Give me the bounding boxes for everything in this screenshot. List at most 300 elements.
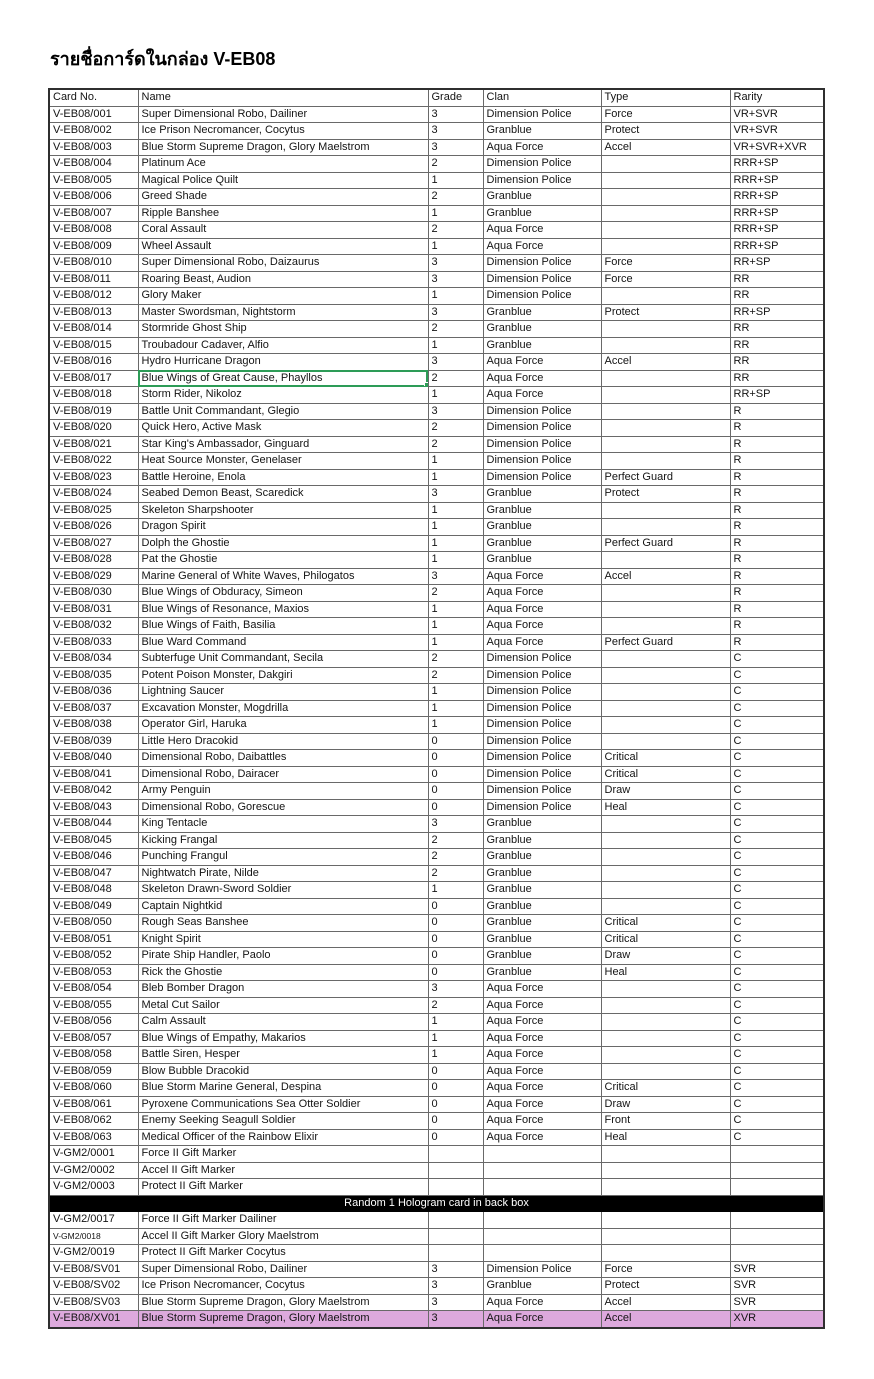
cell-name[interactable]: Pirate Ship Handler, Paolo — [138, 948, 428, 965]
cell-grade[interactable]: 1 — [428, 519, 483, 536]
cell-name[interactable]: Rick the Ghostie — [138, 964, 428, 981]
cell-name[interactable]: Army Penguin — [138, 783, 428, 800]
cell-grade[interactable]: 0 — [428, 750, 483, 767]
cell-rarity[interactable]: C — [730, 849, 824, 866]
cell-clan[interactable]: Granblue — [483, 502, 601, 519]
cell-name[interactable]: Pyroxene Communications Sea Otter Soldier — [138, 1096, 428, 1113]
cell-type[interactable]: Protect — [601, 486, 730, 503]
cell-rarity[interactable] — [730, 1228, 824, 1245]
cell-type[interactable] — [601, 618, 730, 635]
cell-name[interactable]: Hydro Hurricane Dragon — [138, 354, 428, 371]
cell-clan[interactable]: Granblue — [483, 552, 601, 569]
cell-rarity[interactable]: R — [730, 519, 824, 536]
cell-clan[interactable]: Granblue — [483, 915, 601, 932]
cell-clan[interactable]: Dimension Police — [483, 783, 601, 800]
cell-name[interactable]: Star King's Ambassador, Ginguard — [138, 436, 428, 453]
cell-name[interactable]: Subterfuge Unit Commandant, Secila — [138, 651, 428, 668]
cell-type[interactable] — [601, 387, 730, 404]
cell-name[interactable]: Blow Bubble Dracokid — [138, 1063, 428, 1080]
cell-rarity[interactable]: VR+SVR — [730, 106, 824, 123]
cell-name[interactable]: Punching Frangul — [138, 849, 428, 866]
cell-rarity[interactable]: RR — [730, 354, 824, 371]
cell-card-no[interactable]: V-EB08/050 — [49, 915, 138, 932]
cell-card-no[interactable]: V-GM2/0001 — [49, 1146, 138, 1163]
cell-rarity[interactable]: RRR+SP — [730, 189, 824, 206]
cell-grade[interactable]: 0 — [428, 931, 483, 948]
cell-rarity[interactable]: C — [730, 651, 824, 668]
cell-clan[interactable]: Dimension Police — [483, 717, 601, 734]
cell-grade[interactable] — [428, 1162, 483, 1179]
cell-rarity[interactable]: C — [730, 1113, 824, 1130]
cell-rarity[interactable]: R — [730, 486, 824, 503]
cell-name[interactable]: Accel II Gift Marker — [138, 1162, 428, 1179]
cell-grade[interactable]: 3 — [428, 1294, 483, 1311]
cell-rarity[interactable]: C — [730, 898, 824, 915]
cell-type[interactable]: Perfect Guard — [601, 535, 730, 552]
cell-type[interactable] — [601, 156, 730, 173]
cell-card-no[interactable]: V-EB08/004 — [49, 156, 138, 173]
cell-type[interactable]: Perfect Guard — [601, 634, 730, 651]
cell-name[interactable]: Seabed Demon Beast, Scaredick — [138, 486, 428, 503]
cell-name[interactable]: Stormride Ghost Ship — [138, 321, 428, 338]
cell-name[interactable]: Super Dimensional Robo, Dailiner — [138, 106, 428, 123]
cell-clan[interactable]: Aqua Force — [483, 981, 601, 998]
cell-grade[interactable]: 1 — [428, 717, 483, 734]
cell-rarity[interactable]: C — [730, 948, 824, 965]
cell-rarity[interactable] — [730, 1146, 824, 1163]
cell-card-no[interactable]: V-EB08/017 — [49, 370, 138, 387]
cell-rarity[interactable]: RR — [730, 370, 824, 387]
cell-clan[interactable]: Dimension Police — [483, 700, 601, 717]
cell-grade[interactable]: 1 — [428, 882, 483, 899]
cell-clan[interactable]: Dimension Police — [483, 1261, 601, 1278]
cell-name[interactable]: Blue Wings of Resonance, Maxios — [138, 601, 428, 618]
cell-clan[interactable]: Dimension Police — [483, 172, 601, 189]
cell-clan[interactable]: Granblue — [483, 1278, 601, 1295]
cell-rarity[interactable]: C — [730, 997, 824, 1014]
cell-grade[interactable]: 1 — [428, 684, 483, 701]
cell-card-no[interactable]: V-EB08/037 — [49, 700, 138, 717]
cell-type[interactable]: Heal — [601, 1129, 730, 1146]
cell-clan[interactable] — [483, 1245, 601, 1262]
cell-clan[interactable]: Dimension Police — [483, 651, 601, 668]
cell-type[interactable] — [601, 552, 730, 569]
cell-grade[interactable]: 1 — [428, 634, 483, 651]
cell-type[interactable] — [601, 651, 730, 668]
cell-grade[interactable]: 3 — [428, 981, 483, 998]
cell-grade[interactable]: 0 — [428, 766, 483, 783]
cell-name[interactable]: Blue Wings of Faith, Basilia — [138, 618, 428, 635]
cell-type[interactable] — [601, 172, 730, 189]
cell-card-no[interactable]: V-EB08/006 — [49, 189, 138, 206]
cell-card-no[interactable]: V-EB08/025 — [49, 502, 138, 519]
cell-type[interactable]: Protect — [601, 304, 730, 321]
cell-rarity[interactable]: R — [730, 634, 824, 651]
cell-name[interactable]: Heat Source Monster, Genelaser — [138, 453, 428, 470]
cell-rarity[interactable]: R — [730, 618, 824, 635]
cell-card-no[interactable]: V-EB08/052 — [49, 948, 138, 965]
cell-type[interactable] — [601, 865, 730, 882]
cell-type[interactable]: Critical — [601, 931, 730, 948]
cell-rarity[interactable]: R — [730, 420, 824, 437]
cell-rarity[interactable]: RRR+SP — [730, 172, 824, 189]
cell-clan[interactable]: Aqua Force — [483, 568, 601, 585]
cell-name[interactable]: Troubadour Cadaver, Alfio — [138, 337, 428, 354]
cell-grade[interactable]: 1 — [428, 502, 483, 519]
cell-card-no[interactable]: V-GM2/0002 — [49, 1162, 138, 1179]
cell-grade[interactable]: 2 — [428, 420, 483, 437]
cell-clan[interactable] — [483, 1179, 601, 1196]
cell-name[interactable]: Rough Seas Banshee — [138, 915, 428, 932]
cell-clan[interactable]: Aqua Force — [483, 387, 601, 404]
cell-clan[interactable]: Dimension Police — [483, 750, 601, 767]
cell-type[interactable]: Critical — [601, 1080, 730, 1097]
cell-card-no[interactable]: V-EB08/020 — [49, 420, 138, 437]
cell-name[interactable]: Magical Police Quilt — [138, 172, 428, 189]
cell-card-no[interactable]: V-EB08/051 — [49, 931, 138, 948]
cell-name[interactable]: Potent Poison Monster, Dakgiri — [138, 667, 428, 684]
cell-grade[interactable] — [428, 1245, 483, 1262]
cell-card-no[interactable]: V-EB08/057 — [49, 1030, 138, 1047]
cell-name[interactable]: Calm Assault — [138, 1014, 428, 1031]
cell-name[interactable]: Medical Officer of the Rainbow Elixir — [138, 1129, 428, 1146]
cell-grade[interactable]: 0 — [428, 898, 483, 915]
cell-grade[interactable]: 1 — [428, 535, 483, 552]
cell-clan[interactable]: Dimension Police — [483, 271, 601, 288]
cell-type[interactable] — [601, 601, 730, 618]
cell-card-no[interactable]: V-GM2/0018 — [49, 1228, 138, 1245]
cell-name[interactable]: Super Dimensional Robo, Daizaurus — [138, 255, 428, 272]
cell-name[interactable]: Pat the Ghostie — [138, 552, 428, 569]
cell-clan[interactable]: Granblue — [483, 519, 601, 536]
cell-card-no[interactable]: V-EB08/049 — [49, 898, 138, 915]
cell-rarity[interactable]: R — [730, 585, 824, 602]
cell-card-no[interactable]: V-EB08/009 — [49, 238, 138, 255]
cell-grade[interactable]: 1 — [428, 469, 483, 486]
cell-type[interactable] — [601, 1162, 730, 1179]
cell-name[interactable]: Nightwatch Pirate, Nilde — [138, 865, 428, 882]
cell-type[interactable] — [601, 321, 730, 338]
cell-card-no[interactable]: V-EB08/031 — [49, 601, 138, 618]
cell-rarity[interactable]: C — [730, 865, 824, 882]
cell-rarity[interactable]: C — [730, 783, 824, 800]
cell-name[interactable]: Kicking Frangal — [138, 832, 428, 849]
cell-type[interactable] — [601, 849, 730, 866]
cell-card-no[interactable]: V-EB08/059 — [49, 1063, 138, 1080]
cell-name[interactable]: Battle Unit Commandant, Glegio — [138, 403, 428, 420]
cell-clan[interactable]: Aqua Force — [483, 1014, 601, 1031]
cell-card-no[interactable]: V-EB08/019 — [49, 403, 138, 420]
cell-card-no[interactable]: V-EB08/030 — [49, 585, 138, 602]
cell-rarity[interactable]: C — [730, 1080, 824, 1097]
cell-grade[interactable]: 0 — [428, 1113, 483, 1130]
cell-card-no[interactable]: V-EB08/056 — [49, 1014, 138, 1031]
cell-card-no[interactable]: V-EB08/015 — [49, 337, 138, 354]
cell-rarity[interactable]: C — [730, 1129, 824, 1146]
cell-grade[interactable]: 2 — [428, 189, 483, 206]
cell-card-no[interactable]: V-EB08/024 — [49, 486, 138, 503]
cell-grade[interactable]: 2 — [428, 667, 483, 684]
cell-grade[interactable]: 0 — [428, 915, 483, 932]
cell-name[interactable]: Super Dimensional Robo, Dailiner — [138, 1261, 428, 1278]
cell-clan[interactable]: Granblue — [483, 882, 601, 899]
cell-name[interactable]: Metal Cut Sailor — [138, 997, 428, 1014]
cell-rarity[interactable]: C — [730, 981, 824, 998]
cell-type[interactable] — [601, 1014, 730, 1031]
cell-card-no[interactable]: V-EB08/044 — [49, 816, 138, 833]
cell-grade[interactable]: 0 — [428, 964, 483, 981]
header-cell-grade[interactable]: Grade — [428, 89, 483, 106]
cell-card-no[interactable]: V-EB08/053 — [49, 964, 138, 981]
cell-type[interactable]: Accel — [601, 568, 730, 585]
cell-clan[interactable]: Aqua Force — [483, 222, 601, 239]
cell-grade[interactable]: 2 — [428, 849, 483, 866]
cell-name[interactable]: Dragon Spirit — [138, 519, 428, 536]
cell-name[interactable]: Captain Nightkid — [138, 898, 428, 915]
cell-clan[interactable]: Aqua Force — [483, 618, 601, 635]
cell-type[interactable]: Force — [601, 106, 730, 123]
cell-clan[interactable]: Aqua Force — [483, 1113, 601, 1130]
cell-name[interactable]: Platinum Ace — [138, 156, 428, 173]
cell-name[interactable]: Enemy Seeking Seagull Soldier — [138, 1113, 428, 1130]
cell-name[interactable]: Dimensional Robo, Daibattles — [138, 750, 428, 767]
cell-rarity[interactable]: C — [730, 799, 824, 816]
cell-type[interactable]: Draw — [601, 948, 730, 965]
cell-clan[interactable]: Granblue — [483, 123, 601, 140]
cell-type[interactable] — [601, 420, 730, 437]
cell-name[interactable]: Little Hero Dracokid — [138, 733, 428, 750]
cell-card-no[interactable]: V-EB08/007 — [49, 205, 138, 222]
cell-grade[interactable]: 3 — [428, 304, 483, 321]
cell-rarity[interactable]: C — [730, 750, 824, 767]
cell-name[interactable]: Blue Storm Supreme Dragon, Glory Maelstrom — [138, 1311, 428, 1328]
cell-name[interactable]: Dolph the Ghostie — [138, 535, 428, 552]
cell-clan[interactable]: Dimension Police — [483, 106, 601, 123]
cell-grade[interactable]: 1 — [428, 1030, 483, 1047]
cell-grade[interactable]: 1 — [428, 172, 483, 189]
cell-clan[interactable]: Granblue — [483, 486, 601, 503]
cell-type[interactable] — [601, 370, 730, 387]
cell-grade[interactable]: 3 — [428, 354, 483, 371]
cell-name[interactable]: Ice Prison Necromancer, Cocytus — [138, 123, 428, 140]
cell-card-no[interactable]: V-EB08/001 — [49, 106, 138, 123]
cell-grade[interactable]: 0 — [428, 1129, 483, 1146]
cell-rarity[interactable]: C — [730, 882, 824, 899]
cell-clan[interactable]: Aqua Force — [483, 997, 601, 1014]
cell-name[interactable]: Skeleton Drawn-Sword Soldier — [138, 882, 428, 899]
cell-card-no[interactable]: V-EB08/013 — [49, 304, 138, 321]
cell-grade[interactable]: 2 — [428, 156, 483, 173]
cell-name[interactable]: Wheel Assault — [138, 238, 428, 255]
cell-grade[interactable]: 1 — [428, 552, 483, 569]
cell-rarity[interactable]: RR — [730, 337, 824, 354]
cell-type[interactable]: Force — [601, 255, 730, 272]
cell-grade[interactable]: 2 — [428, 222, 483, 239]
cell-rarity[interactable]: SVR — [730, 1278, 824, 1295]
cell-type[interactable]: Protect — [601, 1278, 730, 1295]
cell-type[interactable] — [601, 1030, 730, 1047]
cell-type[interactable] — [601, 1063, 730, 1080]
cell-card-no[interactable]: V-EB08/002 — [49, 123, 138, 140]
cell-grade[interactable]: 3 — [428, 123, 483, 140]
header-cell-clan[interactable]: Clan — [483, 89, 601, 106]
cell-type[interactable] — [601, 981, 730, 998]
cell-name[interactable] — [138, 370, 428, 387]
cell-rarity[interactable]: RR — [730, 271, 824, 288]
cell-card-no[interactable]: V-EB08/008 — [49, 222, 138, 239]
cell-type[interactable] — [601, 882, 730, 899]
cell-card-no[interactable]: V-EB08/041 — [49, 766, 138, 783]
cell-card-no[interactable]: V-EB08/043 — [49, 799, 138, 816]
cell-clan[interactable]: Aqua Force — [483, 354, 601, 371]
cell-grade[interactable]: 3 — [428, 271, 483, 288]
cell-clan[interactable]: Granblue — [483, 535, 601, 552]
cell-card-no[interactable]: V-EB08/060 — [49, 1080, 138, 1097]
cell-type[interactable] — [601, 288, 730, 305]
cell-card-no[interactable]: V-EB08/014 — [49, 321, 138, 338]
cell-grade[interactable]: 0 — [428, 948, 483, 965]
cell-grade[interactable]: 1 — [428, 337, 483, 354]
cell-card-no[interactable]: V-GM2/0019 — [49, 1245, 138, 1262]
cell-clan[interactable]: Dimension Police — [483, 288, 601, 305]
cell-card-no[interactable]: V-EB08/011 — [49, 271, 138, 288]
cell-type[interactable] — [601, 1146, 730, 1163]
cell-clan[interactable]: Dimension Police — [483, 420, 601, 437]
cell-type[interactable]: Heal — [601, 964, 730, 981]
cell-rarity[interactable]: C — [730, 832, 824, 849]
cell-clan[interactable]: Dimension Police — [483, 733, 601, 750]
cell-rarity[interactable]: SVR — [730, 1261, 824, 1278]
cell-rarity[interactable]: RR — [730, 321, 824, 338]
cell-name[interactable]: Ice Prison Necromancer, Cocytus — [138, 1278, 428, 1295]
cell-grade[interactable]: 2 — [428, 585, 483, 602]
cell-clan[interactable]: Aqua Force — [483, 601, 601, 618]
cell-rarity[interactable]: VR+SVR — [730, 123, 824, 140]
cell-type[interactable] — [601, 733, 730, 750]
cell-clan[interactable]: Aqua Force — [483, 1294, 601, 1311]
cell-grade[interactable]: 1 — [428, 601, 483, 618]
cell-rarity[interactable]: C — [730, 1063, 824, 1080]
header-cell-card-no[interactable]: Card No. — [49, 89, 138, 106]
cell-grade[interactable]: 2 — [428, 370, 483, 387]
header-cell-type[interactable]: Type — [601, 89, 730, 106]
cell-card-no[interactable]: V-EB08/018 — [49, 387, 138, 404]
cell-type[interactable] — [601, 585, 730, 602]
cell-card-no[interactable]: V-EB08/XV01 — [49, 1311, 138, 1328]
cell-clan[interactable]: Aqua Force — [483, 238, 601, 255]
cell-rarity[interactable]: RRR+SP — [730, 205, 824, 222]
cell-type[interactable]: Protect — [601, 123, 730, 140]
cell-rarity[interactable]: RR+SP — [730, 255, 824, 272]
cell-rarity[interactable]: R — [730, 601, 824, 618]
cell-rarity[interactable] — [730, 1245, 824, 1262]
cell-name[interactable]: Master Swordsman, Nightstorm — [138, 304, 428, 321]
cell-rarity[interactable]: C — [730, 733, 824, 750]
cell-rarity[interactable]: C — [730, 1014, 824, 1031]
cell-card-no[interactable]: V-GM2/0003 — [49, 1179, 138, 1196]
cell-type[interactable] — [601, 832, 730, 849]
cell-type[interactable] — [601, 502, 730, 519]
cell-clan[interactable]: Aqua Force — [483, 370, 601, 387]
cell-rarity[interactable]: R — [730, 552, 824, 569]
cell-type[interactable]: Force — [601, 1261, 730, 1278]
cell-rarity[interactable]: C — [730, 684, 824, 701]
cell-name[interactable]: Marine General of White Waves, Philogatos — [138, 568, 428, 585]
cell-name[interactable]: Blue Ward Command — [138, 634, 428, 651]
cell-type[interactable] — [601, 1047, 730, 1064]
cell-rarity[interactable]: C — [730, 700, 824, 717]
cell-card-no[interactable]: V-EB08/035 — [49, 667, 138, 684]
cell-grade[interactable]: 0 — [428, 733, 483, 750]
cell-name[interactable]: Ripple Banshee — [138, 205, 428, 222]
cell-type[interactable]: Draw — [601, 1096, 730, 1113]
cell-type[interactable] — [601, 1179, 730, 1196]
cell-name[interactable]: Blue Storm Supreme Dragon, Glory Maelstrom — [138, 139, 428, 156]
cell-card-no[interactable]: V-EB08/055 — [49, 997, 138, 1014]
cell-card-no[interactable]: V-EB08/033 — [49, 634, 138, 651]
cell-grade[interactable]: 2 — [428, 321, 483, 338]
cell-name[interactable]: Blue Wings of Empathy, Makarios — [138, 1030, 428, 1047]
cell-rarity[interactable]: R — [730, 535, 824, 552]
cell-card-no[interactable]: V-EB08/028 — [49, 552, 138, 569]
cell-type[interactable]: Perfect Guard — [601, 469, 730, 486]
cell-clan[interactable]: Dimension Police — [483, 255, 601, 272]
cell-card-no[interactable]: V-EB08/047 — [49, 865, 138, 882]
cell-grade[interactable]: 1 — [428, 387, 483, 404]
cell-card-no[interactable]: V-EB08/048 — [49, 882, 138, 899]
cell-type[interactable] — [601, 436, 730, 453]
cell-grade[interactable]: 3 — [428, 139, 483, 156]
cell-type[interactable] — [601, 816, 730, 833]
cell-rarity[interactable]: XVR — [730, 1311, 824, 1328]
cell-card-no[interactable]: V-EB08/026 — [49, 519, 138, 536]
cell-name[interactable]: Roaring Beast, Audion — [138, 271, 428, 288]
cell-type[interactable]: Accel — [601, 1294, 730, 1311]
cell-rarity[interactable]: RR+SP — [730, 387, 824, 404]
cell-type[interactable]: Draw — [601, 783, 730, 800]
cell-type[interactable] — [601, 453, 730, 470]
cell-type[interactable] — [601, 189, 730, 206]
cell-clan[interactable]: Aqua Force — [483, 139, 601, 156]
cell-rarity[interactable]: RR+SP — [730, 304, 824, 321]
cell-clan[interactable]: Dimension Police — [483, 684, 601, 701]
cell-clan[interactable]: Granblue — [483, 321, 601, 338]
cell-clan[interactable]: Granblue — [483, 189, 601, 206]
cell-grade[interactable]: 1 — [428, 453, 483, 470]
cell-card-no[interactable]: V-EB08/016 — [49, 354, 138, 371]
cell-name[interactable]: Accel II Gift Marker Glory Maelstrom — [138, 1228, 428, 1245]
cell-grade[interactable]: 2 — [428, 651, 483, 668]
cell-clan[interactable]: Aqua Force — [483, 585, 601, 602]
cell-rarity[interactable]: RRR+SP — [730, 222, 824, 239]
cell-type[interactable] — [601, 898, 730, 915]
cell-clan[interactable]: Aqua Force — [483, 1030, 601, 1047]
cell-rarity[interactable]: SVR — [730, 1294, 824, 1311]
cell-clan[interactable]: Aqua Force — [483, 1129, 601, 1146]
cell-rarity[interactable]: C — [730, 1096, 824, 1113]
cell-rarity[interactable]: VR+SVR+XVR — [730, 139, 824, 156]
cell-type[interactable] — [601, 403, 730, 420]
cell-type[interactable] — [601, 997, 730, 1014]
cell-type[interactable] — [601, 717, 730, 734]
cell-grade[interactable] — [428, 1146, 483, 1163]
cell-card-no[interactable]: V-EB08/027 — [49, 535, 138, 552]
cell-card-no[interactable]: V-EB08/021 — [49, 436, 138, 453]
cell-card-no[interactable]: V-EB08/SV02 — [49, 1278, 138, 1295]
cell-grade[interactable]: 1 — [428, 700, 483, 717]
cell-clan[interactable]: Granblue — [483, 816, 601, 833]
cell-grade[interactable] — [428, 1179, 483, 1196]
